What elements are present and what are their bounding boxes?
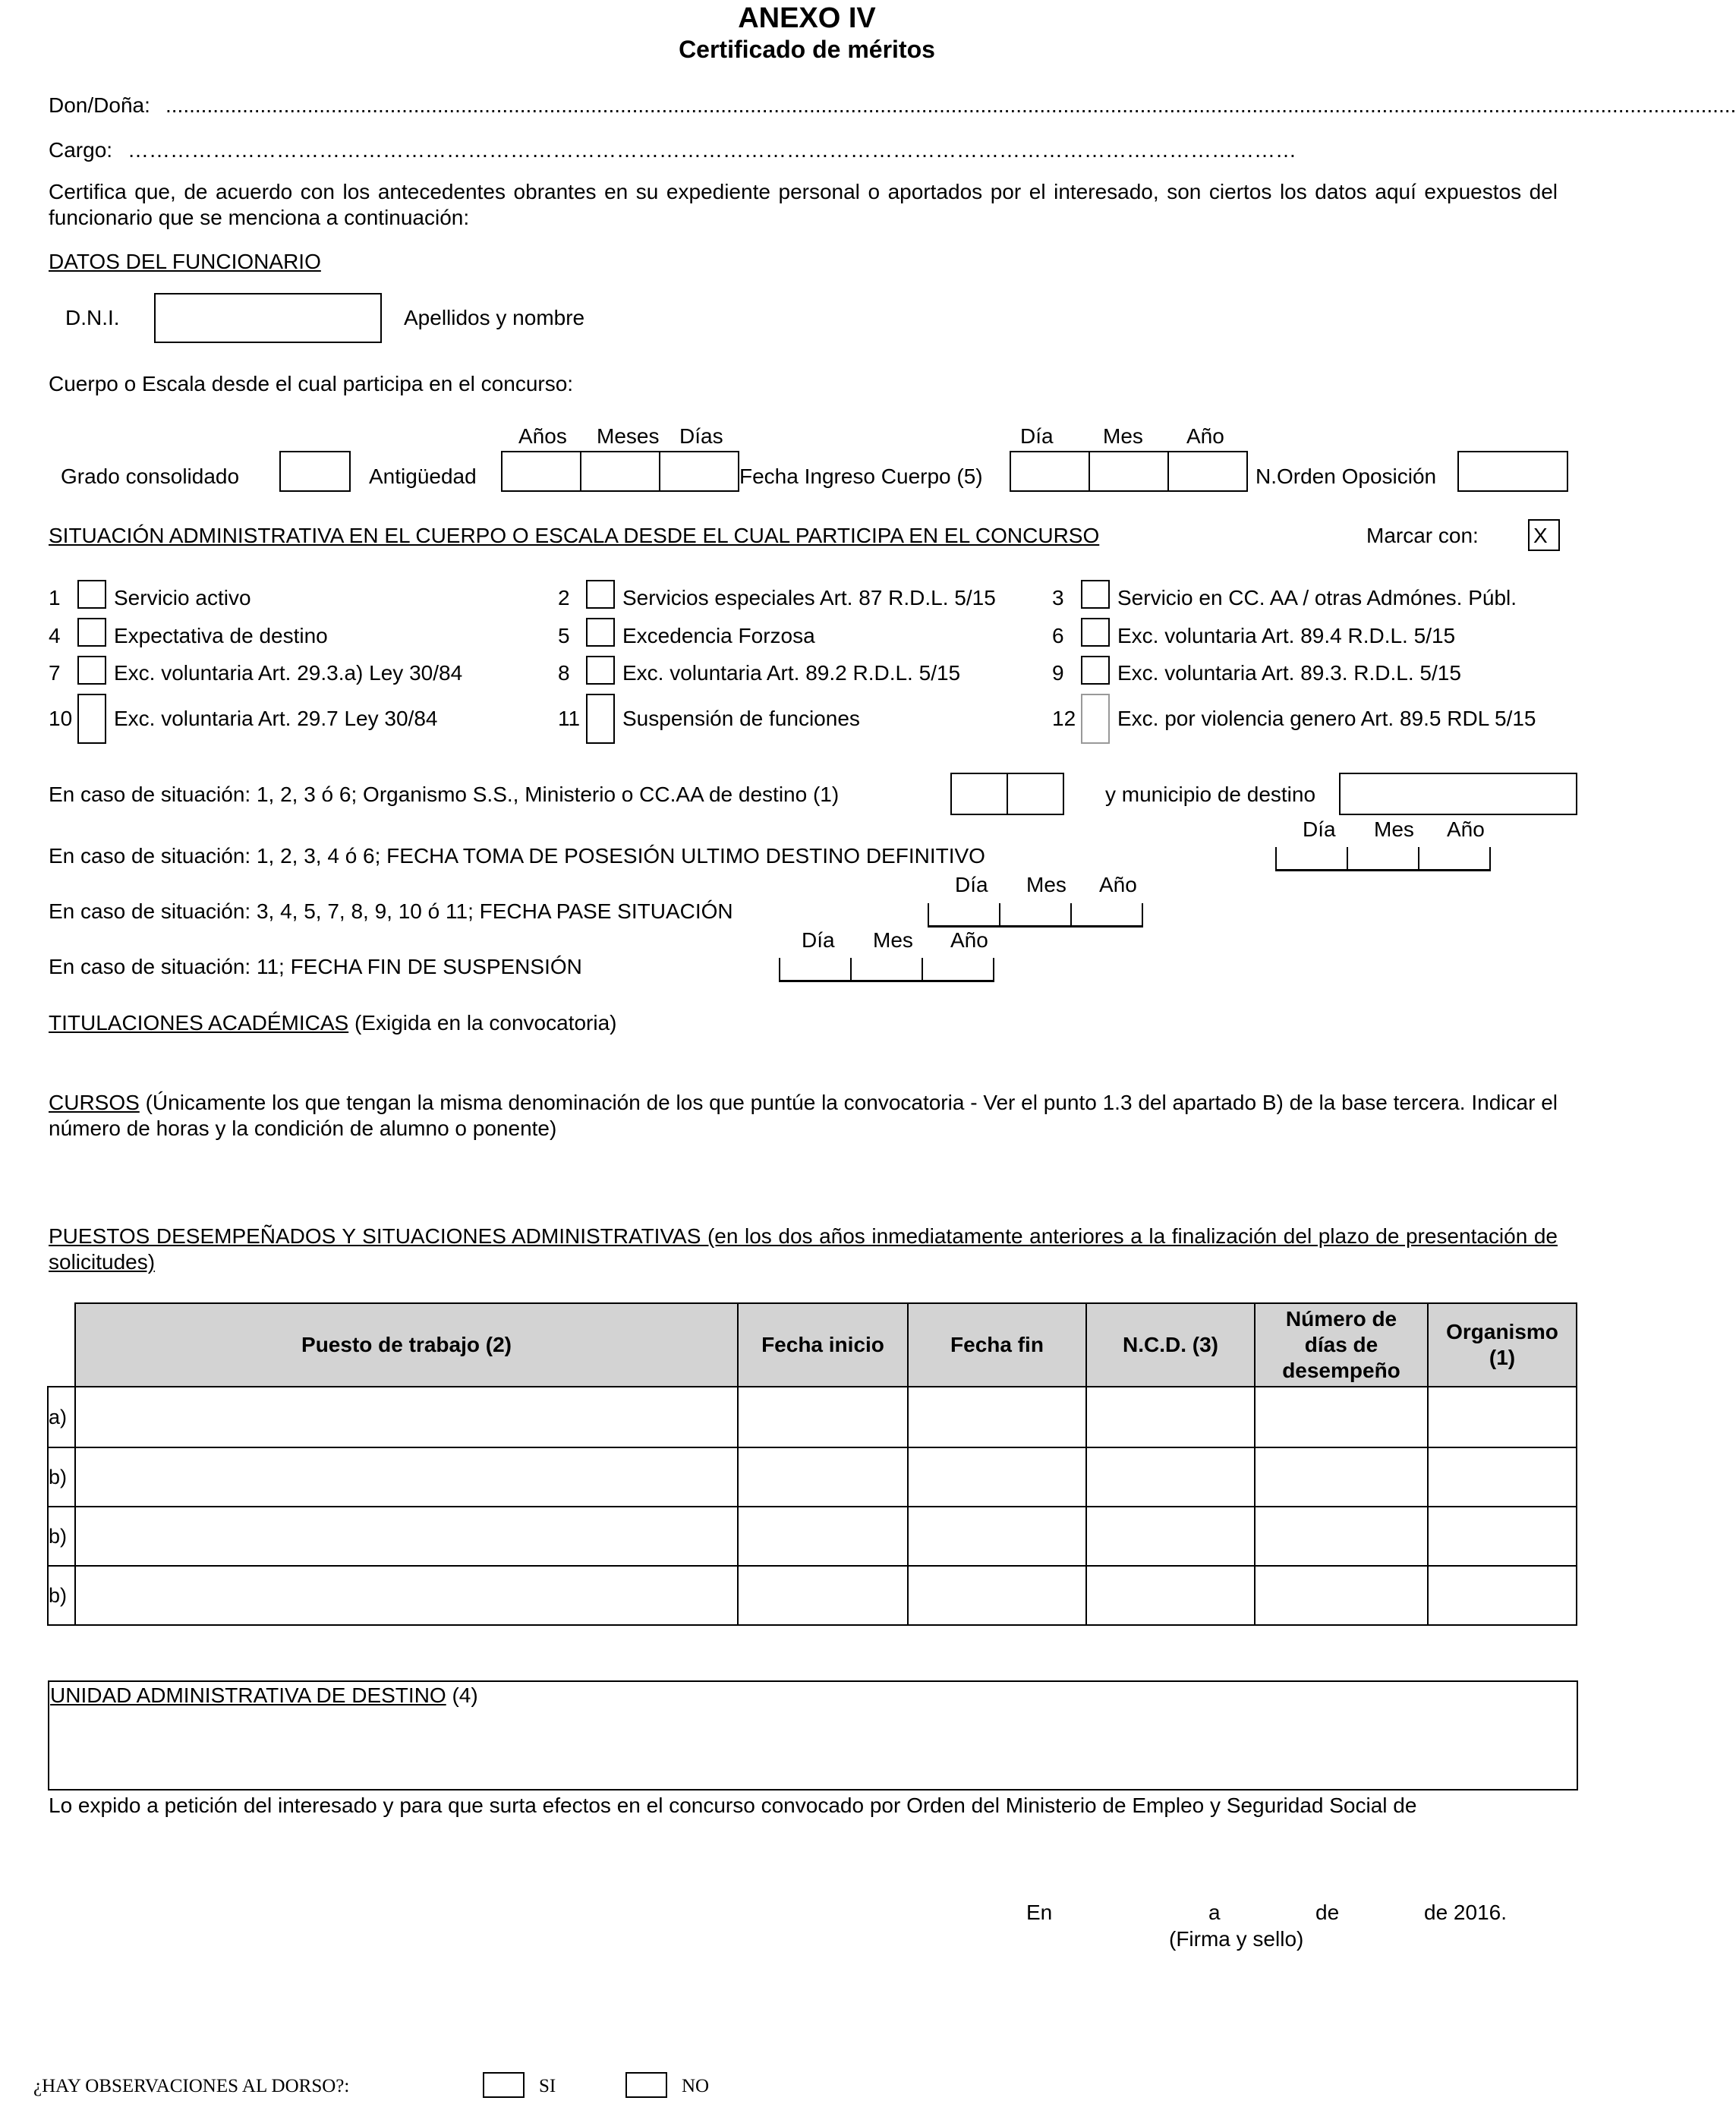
situacion-11-checkbox[interactable] (586, 694, 615, 744)
cell-num-dias[interactable] (1255, 1566, 1428, 1625)
situacion-10-num: 10 (49, 707, 73, 730)
cursos-note: (Únicamente los que tengan la misma denominación de los que puntúe la convocatoria - Ver el punto 1.3 del apartado B) de la base tercera. Indicar el número de horas y la condición de alumno o ponente) (49, 1091, 1558, 1140)
table-row (48, 1447, 1577, 1507)
col-organismo: Organismo (1) (1428, 1303, 1577, 1387)
situacion-1-checkbox[interactable] (77, 580, 106, 609)
cell-fecha-inicio[interactable] (738, 1387, 908, 1447)
fecha-ingreso-col-ano: Año (1186, 424, 1224, 448)
situacion-7-checkbox[interactable] (77, 656, 106, 685)
cell-num-dias[interactable] (1255, 1507, 1428, 1566)
situacion-5-label: Excedencia Forzosa (622, 624, 815, 647)
col-ncd: N.C.D. (3) (1086, 1303, 1255, 1387)
cell-puesto[interactable] (75, 1566, 738, 1625)
situacion-2-checkbox[interactable] (586, 580, 615, 609)
firma-a: a (1208, 1901, 1221, 1924)
col-fecha-fin: Fecha fin (908, 1303, 1086, 1387)
fin-suspension-date-input[interactable] (779, 958, 994, 982)
table-row (48, 1387, 1577, 1447)
caso-fin-suspension-label: En caso de situación: 11; FECHA FIN DE SUSPENSIÓN (49, 955, 582, 978)
expido-text: Lo expido a petición del interesado y para que surta efectos en el concurso convocado por Orden del Ministerio de Empleo y Seguridad Social de (49, 1794, 1417, 1817)
cell-fecha-fin[interactable] (908, 1447, 1086, 1507)
situacion-12-checkbox[interactable] (1081, 694, 1110, 744)
situacion-9-checkbox[interactable] (1081, 656, 1110, 685)
unidad-heading (50, 1683, 478, 1709)
page-title: ANEXO IV (738, 2, 876, 34)
antiguedad-meses-input[interactable] (580, 451, 660, 492)
norden-input[interactable] (1457, 451, 1568, 492)
observaciones-no-checkbox[interactable] (625, 2072, 667, 2098)
grado-input[interactable] (279, 451, 351, 492)
fin-suspension-col-dia: Día (802, 928, 835, 952)
observaciones-no-label: NO (682, 2076, 710, 2096)
cell-fecha-fin[interactable] (908, 1387, 1086, 1447)
situacion-10-checkbox[interactable] (77, 694, 106, 744)
situacion-6-checkbox[interactable] (1081, 618, 1110, 647)
unidad-title: UNIDAD ADMINISTRATIVA DE DESTINO (50, 1683, 446, 1707)
fecha-ingreso-col-dia: Día (1020, 424, 1054, 448)
situacion-11-num: 11 (558, 707, 581, 730)
situacion-3-label: Servicio en CC. AA / otras Admónes. Públ. (1117, 586, 1517, 609)
antiguedad-anos-input[interactable] (501, 451, 581, 492)
pase-situacion-col-mes: Mes (1026, 873, 1066, 896)
situacion-3-checkbox[interactable] (1081, 580, 1110, 609)
marcar-label: Marcar con: (1366, 524, 1479, 547)
pase-situacion-col-dia: Día (955, 873, 988, 896)
situacion-5-num: 5 (558, 624, 570, 647)
cell-ncd[interactable] (1086, 1447, 1255, 1507)
col-num-dias: Número de días de desempeño (1255, 1303, 1428, 1387)
toma-posesion-col-mes: Mes (1374, 817, 1414, 841)
caso-toma-posesion-label: En caso de situación: 1, 2, 3, 4 ó 6; FECHA TOMA DE POSESIÓN ULTIMO DESTINO DEFINITIVO (49, 844, 985, 868)
situacion-7-label: Exc. voluntaria Art. 29.3.a) Ley 30/84 (114, 661, 463, 685)
row-label: b) (48, 1566, 75, 1625)
situacion-2-label: Servicios especiales Art. 87 R.D.L. 5/15 (622, 586, 996, 609)
situacion-8-num: 8 (558, 661, 570, 685)
row-label: a) (48, 1387, 75, 1447)
cargo-label: Cargo: (49, 138, 113, 162)
situacion-4-label: Expectativa de destino (114, 624, 328, 647)
pase-situacion-col-ano: Año (1099, 873, 1137, 896)
toma-posesion-date-input[interactable] (1275, 847, 1491, 871)
cell-ncd[interactable] (1086, 1507, 1255, 1566)
municipio-input[interactable] (1339, 773, 1577, 815)
certifica-paragraph: Certifica que, de acuerdo con los antecedentes obrantes en su expediente personal o aportados por el interesado, son ciertos los datos aquí expuestos del funcionario que se menciona a continuación: (49, 180, 1558, 229)
municipio-label: y municipio de destino (1105, 783, 1316, 806)
datos-funcionario-heading: DATOS DEL FUNCIONARIO (49, 250, 321, 273)
situacion-7-num: 7 (49, 661, 61, 685)
fecha-ingreso-ano-input[interactable] (1167, 451, 1248, 492)
toma-posesion-col-ano: Año (1447, 817, 1485, 841)
cell-organismo[interactable] (1428, 1566, 1577, 1625)
observaciones-question: ¿HAY OBSERVACIONES AL DORSO?: (33, 2076, 350, 2096)
fecha-ingreso-mes-input[interactable] (1089, 451, 1169, 492)
cell-fecha-inicio[interactable] (738, 1566, 908, 1625)
titulaciones-note: (Exigida en la convocatoria) (348, 1011, 617, 1035)
norden-label: N.Orden Oposición (1256, 465, 1437, 488)
situacion-6-num: 6 (1052, 624, 1064, 647)
situacion-1-label: Servicio activo (114, 586, 251, 609)
cell-fecha-inicio[interactable] (738, 1507, 908, 1566)
situacion-11-label: Suspensión de funciones (622, 707, 860, 730)
cursos-paragraph (49, 1090, 1558, 1142)
firma-label: (Firma y sello) (1169, 1927, 1304, 1951)
situacion-12-num: 12 (1052, 707, 1076, 730)
situacion-6-label: Exc. voluntaria Art. 89.4 R.D.L. 5/15 (1117, 624, 1456, 647)
organismo-input-2[interactable] (1007, 773, 1064, 815)
antiguedad-label: Antigüedad (369, 465, 477, 488)
don-dona-label: Don/Doña: (49, 93, 150, 117)
unidad-note: (4) (446, 1683, 478, 1707)
cell-ncd[interactable] (1086, 1387, 1255, 1447)
cursos-title: CURSOS (49, 1091, 140, 1114)
cell-fecha-fin[interactable] (908, 1507, 1086, 1566)
toma-posesion-col-dia: Día (1303, 817, 1336, 841)
table-row (48, 1507, 1577, 1566)
antiguedad-dias-input[interactable] (659, 451, 739, 492)
cell-puesto[interactable] (75, 1507, 738, 1566)
row-label: b) (48, 1447, 75, 1507)
caso-pase-situacion-label: En caso de situación: 3, 4, 5, 7, 8, 9, 10 ó 11; FECHA PASE SITUACIÓN (49, 899, 733, 923)
antiguedad-col-dias: Días (679, 424, 723, 448)
fin-suspension-col-ano: Año (950, 928, 988, 952)
page-subtitle: Certificado de méritos (679, 36, 935, 63)
situacion-12-label: Exc. por violencia genero Art. 89.5 RDL 5/15 (1117, 707, 1536, 730)
organismo-input-1[interactable] (950, 773, 1008, 815)
fecha-ingreso-dia-input[interactable] (1010, 451, 1090, 492)
fin-suspension-col-mes: Mes (873, 928, 913, 952)
col-puesto: Puesto de trabajo (2) (75, 1303, 738, 1387)
observaciones-si-checkbox[interactable] (483, 2072, 525, 2098)
situacion-10-label: Exc. voluntaria Art. 29.7 Ley 30/84 (114, 707, 438, 730)
situacion-3-num: 3 (1052, 586, 1064, 609)
fecha-ingreso-col-mes: Mes (1103, 424, 1143, 448)
cell-num-dias[interactable] (1255, 1387, 1428, 1447)
situacion-4-num: 4 (49, 624, 61, 647)
situacion-9-label: Exc. voluntaria Art. 89.3. R.D.L. 5/15 (1117, 661, 1461, 685)
cell-ncd[interactable] (1086, 1566, 1255, 1625)
grado-label: Grado consolidado (61, 465, 240, 488)
table-row (48, 1566, 1577, 1625)
fecha-ingreso-label: Fecha Ingreso Cuerpo (5) (739, 465, 983, 488)
cell-puesto[interactable] (75, 1387, 738, 1447)
cuerpo-label: Cuerpo o Escala desde el cual participa en el concurso: (49, 372, 574, 395)
cell-fecha-inicio[interactable] (738, 1447, 908, 1507)
cell-organismo[interactable] (1428, 1387, 1577, 1447)
titulaciones-title: TITULACIONES ACADÉMICAS (49, 1011, 349, 1035)
situacion-1-num: 1 (49, 586, 61, 609)
situacion-2-num: 2 (558, 586, 570, 609)
antiguedad-col-meses: Meses (597, 424, 660, 448)
row-label: b) (48, 1507, 75, 1566)
firma-de2: de 2016. (1424, 1901, 1507, 1924)
marcar-example-x: X (1533, 524, 1548, 547)
titulaciones-heading (49, 1010, 616, 1036)
situacion-heading: SITUACIÓN ADMINISTRATIVA EN EL CUERPO O ESCALA DESDE EL CUAL PARTICIPA EN EL CONCURSO (49, 524, 1100, 547)
cell-fecha-fin[interactable] (908, 1566, 1086, 1625)
cargo-field[interactable]: ………………………………………………………………………………………………………………………………………………… (128, 138, 1296, 162)
firma-en: En (1026, 1901, 1053, 1924)
pase-situacion-date-input[interactable] (928, 903, 1143, 928)
cell-organismo[interactable] (1428, 1507, 1577, 1566)
situacion-4-checkbox[interactable] (77, 618, 106, 647)
puestos-heading: PUESTOS DESEMPEÑADOS Y SITUACIONES ADMINISTRATIVAS (en los dos años inmediatamente anteriores a la finalización del plazo de presentación de solicitudes) (49, 1224, 1558, 1274)
puestos-table (47, 1302, 1577, 1626)
dni-input[interactable] (154, 293, 382, 343)
situacion-8-label: Exc. voluntaria Art. 89.2 R.D.L. 5/15 (622, 661, 961, 685)
observaciones-si-label: SI (539, 2076, 556, 2096)
table-corner (48, 1303, 75, 1387)
dni-label: D.N.I. (65, 306, 120, 329)
antiguedad-col-anos: Años (518, 424, 567, 448)
don-dona-field[interactable]: .......................................................................................................................................................................................................................................................................... (165, 93, 1736, 117)
cell-num-dias[interactable] (1255, 1447, 1428, 1507)
situacion-9-num: 9 (1052, 661, 1064, 685)
situacion-8-checkbox[interactable] (586, 656, 615, 685)
situacion-5-checkbox[interactable] (586, 618, 615, 647)
cell-organismo[interactable] (1428, 1447, 1577, 1507)
cell-puesto[interactable] (75, 1447, 738, 1507)
apellidos-label: Apellidos y nombre (404, 306, 585, 329)
caso-organismo-label: En caso de situación: 1, 2, 3 ó 6; Organismo S.S., Ministerio o CC.AA de destino (1) (49, 783, 840, 806)
firma-de1: de (1315, 1901, 1340, 1924)
col-fecha-inicio: Fecha inicio (738, 1303, 908, 1387)
